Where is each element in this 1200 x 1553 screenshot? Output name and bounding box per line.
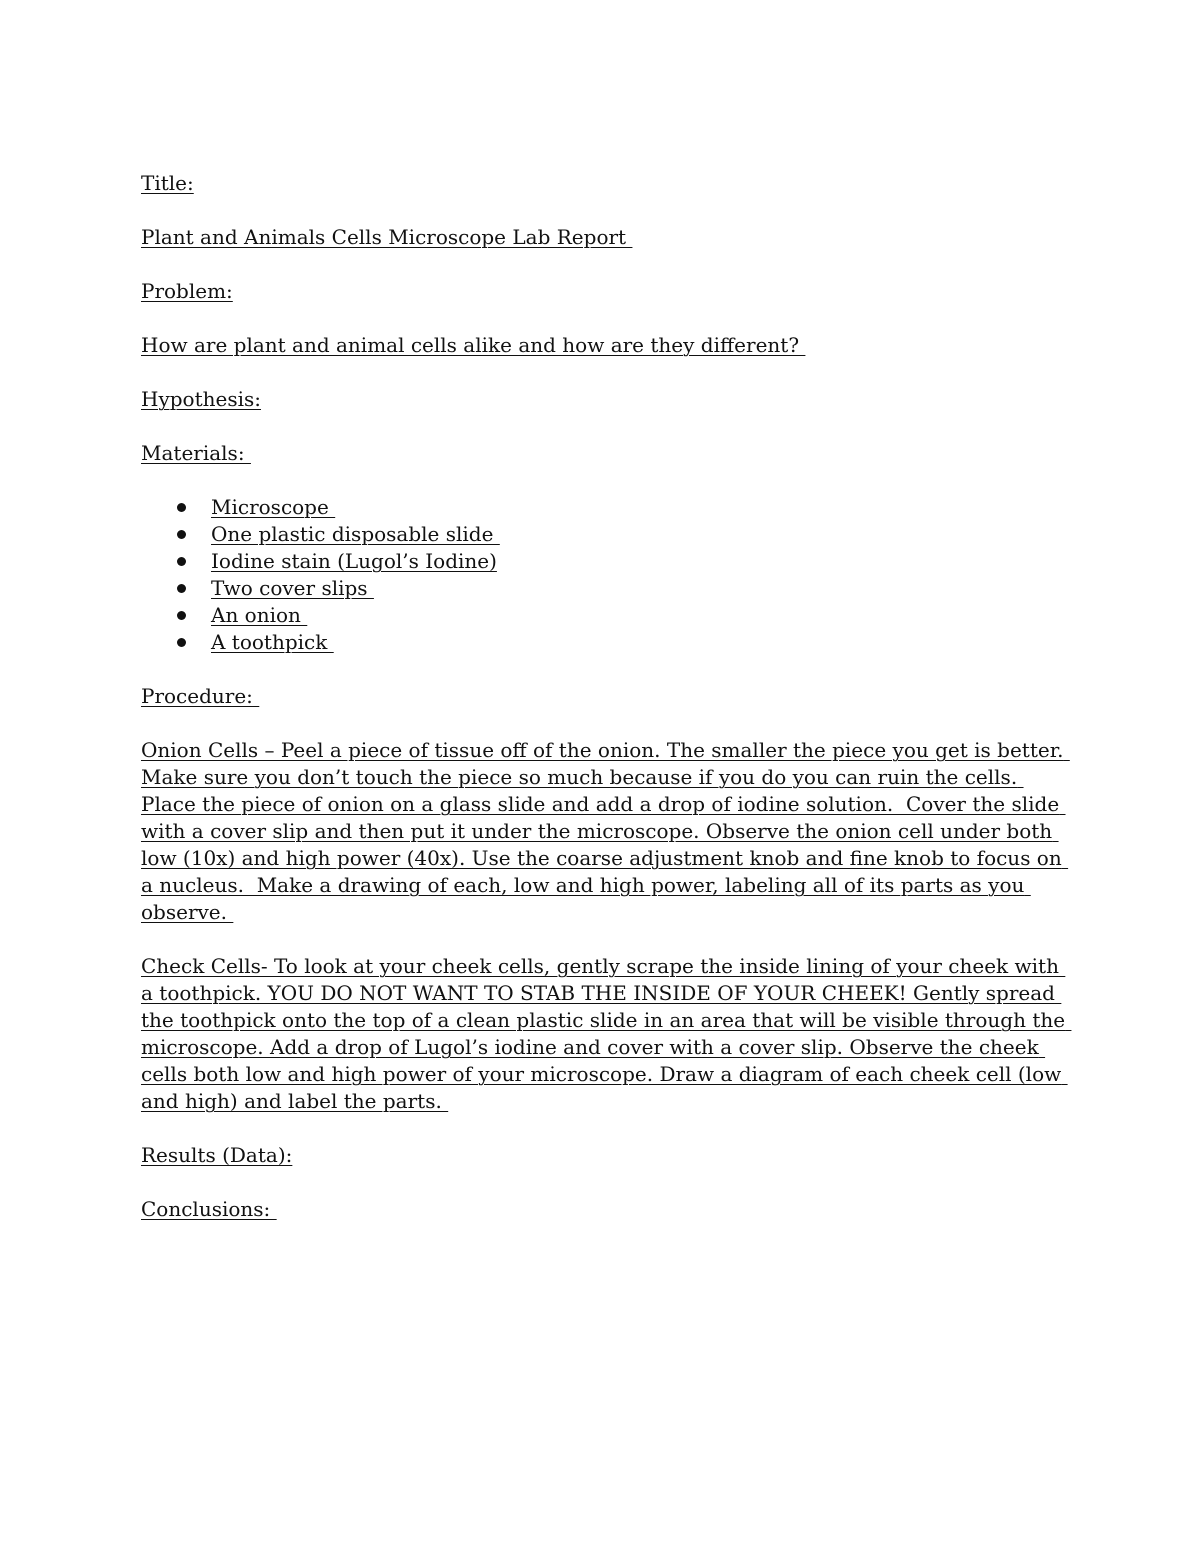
- title-text-line: [141, 224, 1071, 251]
- title-heading: Title:: [141, 171, 194, 195]
- bullet-icon: [177, 557, 186, 566]
- problem-text-line: [141, 332, 1071, 359]
- materials-heading: Materials:: [141, 441, 251, 465]
- material-label: Two cover slips: [211, 576, 374, 600]
- procedure-cheek-paragraph: [141, 953, 1072, 1115]
- bullet-icon: [177, 584, 186, 593]
- bullet-icon: [177, 638, 186, 647]
- material-label: An onion: [211, 603, 308, 627]
- hypothesis-heading: Hypothesis:: [141, 387, 261, 411]
- list-item: [211, 521, 1071, 548]
- results-heading-line: [141, 1142, 1071, 1169]
- procedure-onion-paragraph: [141, 737, 1070, 926]
- title-heading-line: [141, 170, 1071, 197]
- procedure-heading-line: [141, 683, 1071, 710]
- list-item: [211, 548, 1071, 575]
- bullet-icon: [177, 503, 186, 512]
- procedure-cheek-text: Check Cells- To look at your cheek cells, gently scrape the inside lining of your cheek with a toothpick. YOU DO NOT WANT TO STAB THE INSIDE OF YOUR CHEEK! Gently spread the toothpick onto the top of a clean plastic slide in an area that will be visible through the microscope. Add a drop of Lugol’s iodine and cover with a cover slip. Observe the cheek cells both low and high power of your microscope. Draw a diagram of each cheek cell (low and high) and label the parts.: [141, 954, 1072, 1113]
- document-body: [141, 170, 1071, 1250]
- list-item: [211, 494, 1071, 521]
- problem-heading-line: [141, 278, 1071, 305]
- material-label: Iodine stain (Lugol’s Iodine): [211, 549, 497, 573]
- problem-heading: Problem:: [141, 279, 233, 303]
- problem-question: How are plant and animal cells alike and how are they different?: [141, 333, 806, 357]
- hypothesis-heading-line: [141, 386, 1071, 413]
- bullet-icon: [177, 530, 186, 539]
- procedure-heading: Procedure:: [141, 684, 260, 708]
- material-label: Microscope: [211, 495, 336, 519]
- materials-list: [141, 494, 1071, 656]
- list-item: [211, 575, 1071, 602]
- list-item: [211, 602, 1071, 629]
- list-item: [211, 629, 1071, 656]
- material-label: A toothpick: [211, 630, 334, 654]
- results-heading: Results (Data):: [141, 1143, 293, 1167]
- conclusions-heading: Conclusions:: [141, 1197, 277, 1221]
- report-title: Plant and Animals Cells Microscope Lab Report: [141, 225, 633, 249]
- materials-heading-line: [141, 440, 1071, 467]
- conclusions-heading-line: [141, 1196, 1071, 1223]
- bullet-icon: [177, 611, 186, 620]
- material-label: One plastic disposable slide: [211, 522, 500, 546]
- procedure-onion-text: Onion Cells – Peel a piece of tissue off of the onion. The smaller the piece you get is better. Make sure you don’t touch the piece so much because if you do you can ruin the cells. Place the piece of onion on a glass slide and add a drop of iodine solution. Cover the slide with a cover slip and then put it under the microscope. Observe the onion cell under both low (10x) and high power (40x). Use the coarse adjustment knob and fine knob to focus on a nucleus. Make a drawing of each, low and high power, labeling all of its parts as you observe.: [141, 738, 1070, 924]
